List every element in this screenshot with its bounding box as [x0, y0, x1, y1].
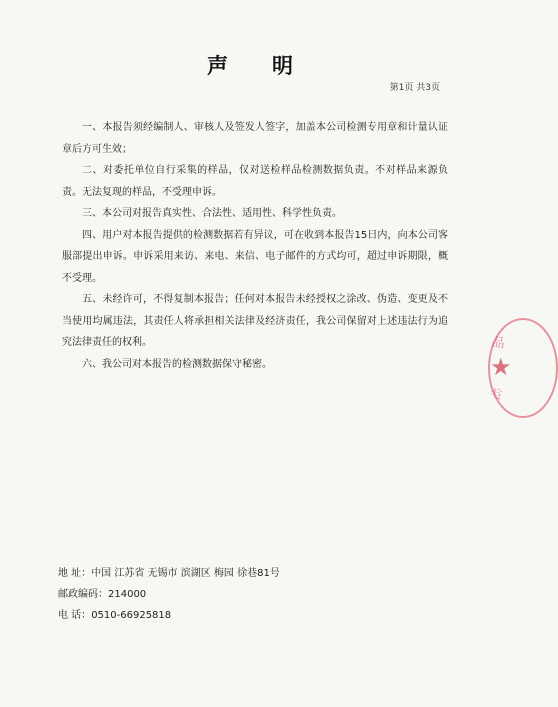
postcode-value: 214000: [108, 589, 147, 600]
postcode-row: [58, 584, 280, 605]
document-title: 声明: [207, 53, 337, 78]
statement-item-3: 三、本公司对报告真实性、合法性、适用性、科学性负责。: [82, 208, 342, 219]
phone-row: [58, 605, 280, 626]
address-row: [58, 563, 280, 584]
statement-item-5: 五、未经许可，不得复制本报告；任何对本报告未经授权之涂改、伪造、变更及不当使用均属违法，其责任人将承担相关法律及经济责任，我公司保留对上述违法行为追究法律责任的权利。: [62, 294, 448, 348]
seal-star-icon: ★: [490, 353, 512, 381]
contact-info: [58, 563, 280, 626]
statement-item-4: 四、用户对本报告提供的检测数据若有异议，可在收到本报告15日内，向本公司客服部提出申诉。申诉采用来访、来电、来信、电子邮件的方式均可，超过申诉期限，概不受理。: [62, 229, 448, 284]
statement-item-1: 一、本报告须经编制人、审核人及签发人签字，加盖本公司检测专用章和计量认证章后方可生效；: [62, 122, 448, 155]
address-label: 地 址：: [58, 568, 92, 579]
page-number: 第1页 共3页: [389, 83, 440, 93]
seal-glyph-bottom: 专: [488, 386, 506, 405]
address-value: 中国 江苏省 无锡市 滨湖区 梅园 徐巷81号: [91, 568, 280, 579]
phone-value: 0510-66925818: [91, 610, 172, 621]
phone-label: 电 话：: [58, 610, 92, 621]
statement-list: [62, 117, 448, 375]
statement-item-2: 二、对委托单位自行采集的样品，仅对送检样品检测数据负责。不对样品来源负责。无法复现的样品，不受理申诉。: [62, 165, 448, 198]
seal-stamp-icon: [478, 318, 522, 418]
postcode-label: 邮政编码：: [58, 589, 108, 600]
seal-glyph-top: 品: [490, 334, 506, 352]
statement-item-6: 六、我公司对本报告的检测数据保守秘密。: [82, 358, 272, 370]
